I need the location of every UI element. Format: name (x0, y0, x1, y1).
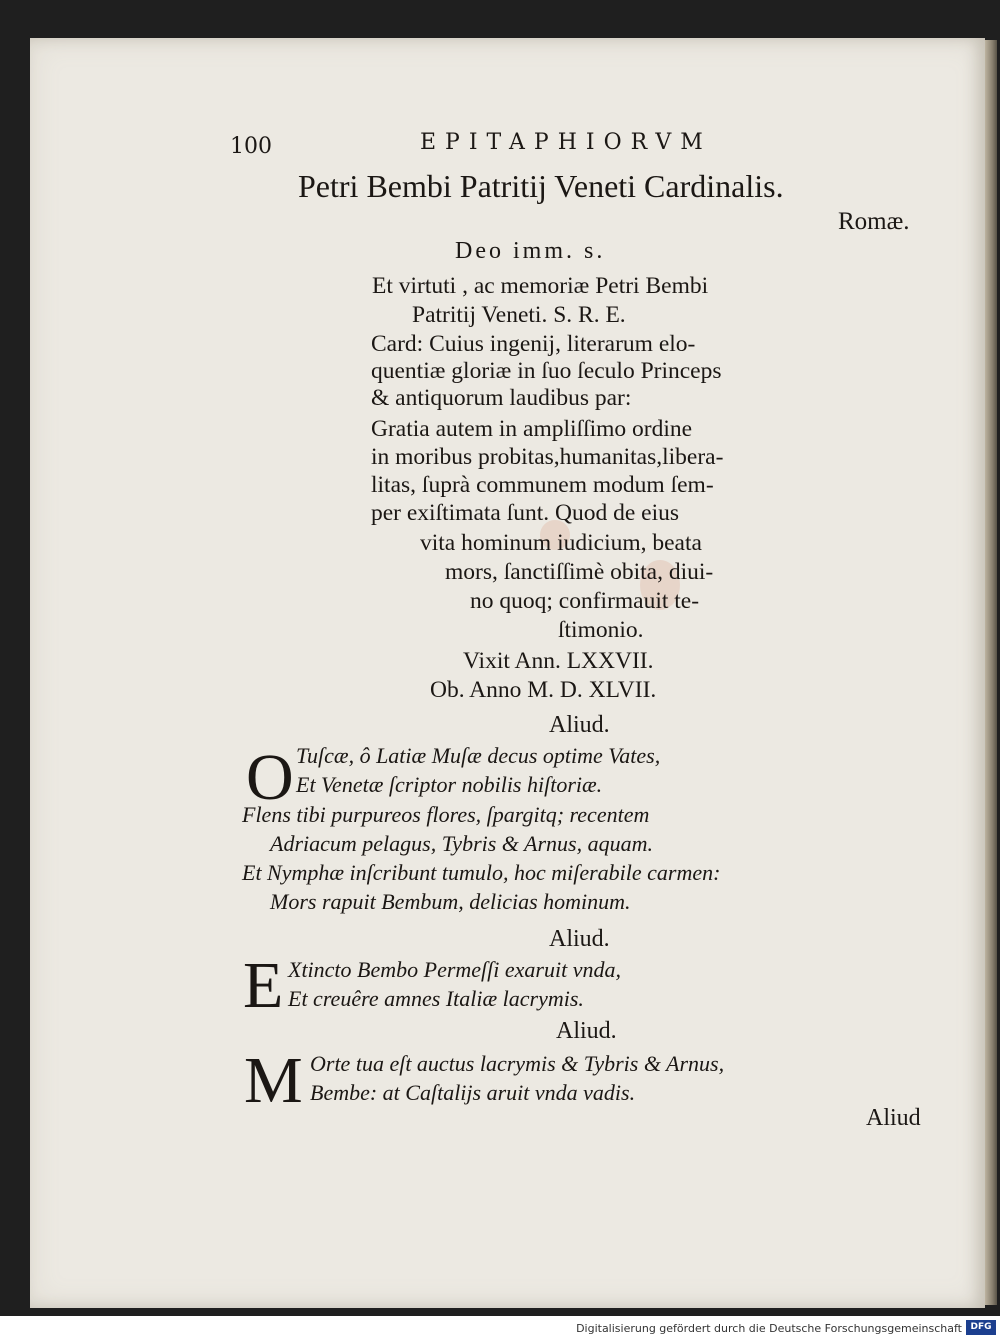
poem-heading: Aliud. (549, 926, 610, 952)
footer-credit: Digitalisierung gefördert durch die Deutsche Forschungsgemeinschaft (576, 1322, 962, 1335)
inscription-line: quentiæ gloriæ in ſuo ſeculo Princeps (371, 358, 722, 384)
page-edge (985, 40, 997, 1305)
poem-line: Et Nymphæ inſcribunt tumulo, hoc miſerabile carmen: (242, 860, 721, 885)
inscription-line: litas, ſuprà communem modum ſem- (371, 472, 714, 498)
poem-line: Bembe: at Caſtalijs aruit vnda vadis. (310, 1080, 636, 1105)
inscription-line: & antiquorum laudibus par: (371, 385, 632, 411)
inscription-line: in moribus probitas,humanitas,libera- (371, 444, 724, 470)
inscription-line: per exiſtimata ſunt. Quod de eius (371, 500, 680, 526)
inscription-line: no quoq; confirmauit te- (470, 588, 700, 614)
inscription-line: ſtimonio. (558, 617, 644, 643)
catchword: Aliud (866, 1105, 921, 1131)
inscription-line: Card: Cuius ingenij, literarum elo- (371, 331, 696, 357)
inscription-line: Gratia autem in ampliſſimo ordine (371, 416, 693, 442)
place-label: Romæ. (838, 208, 910, 235)
epitaph-title: Petri Bembi Patritij Veneti Cardinalis. (298, 168, 784, 204)
poem-line: Adriacum pelagus, Tybris & Arnus, aquam. (270, 831, 653, 856)
inscription-line: Patritij Veneti. S. R. E. (412, 302, 626, 328)
poem-line: Flens tibi purpureos flores, ſpargitq; recentem (242, 802, 650, 827)
page-number: 100 (230, 134, 272, 159)
dfg-logo: DFG (966, 1320, 996, 1335)
drop-cap: E (243, 949, 284, 1022)
inscription-line: vita hominum iudicium, beata (420, 530, 702, 556)
vixit-line: Vixit Ann. LXXVII. (463, 648, 654, 674)
poem-line: Mors rapuit Bembum, delicias hominum. (270, 889, 631, 914)
dedication: Deo imm. s. (455, 238, 606, 264)
drop-cap: M (244, 1044, 303, 1117)
poem-line: Et creuêre amnes Italiæ lacrymis. (288, 986, 584, 1011)
running-title: EPITAPHIORVM (420, 130, 712, 155)
poem-line: Tuſcæ, ô Latiæ Muſæ decus optime Vates, (296, 743, 661, 768)
poem-heading: Aliud. (556, 1018, 617, 1044)
poem-heading: Aliud. (549, 712, 610, 738)
inscription-line: mors, ſanctiſſimè obita, diui- (445, 559, 714, 585)
drop-cap: O (246, 741, 294, 814)
poem-line: Et Venetæ ſcriptor nobilis hiſtoriæ. (296, 772, 603, 797)
poem-line: Xtincto Bembo Permeſſi exaruit vnda, (288, 957, 621, 982)
inscription-line: Et virtuti , ac memoriæ Petri Bembi (372, 273, 709, 299)
obiit-line: Ob. Anno M. D. XLVII. (430, 677, 657, 703)
poem-line: Orte tua eſt auctus lacrymis & Tybris & Arnus, (310, 1051, 725, 1076)
